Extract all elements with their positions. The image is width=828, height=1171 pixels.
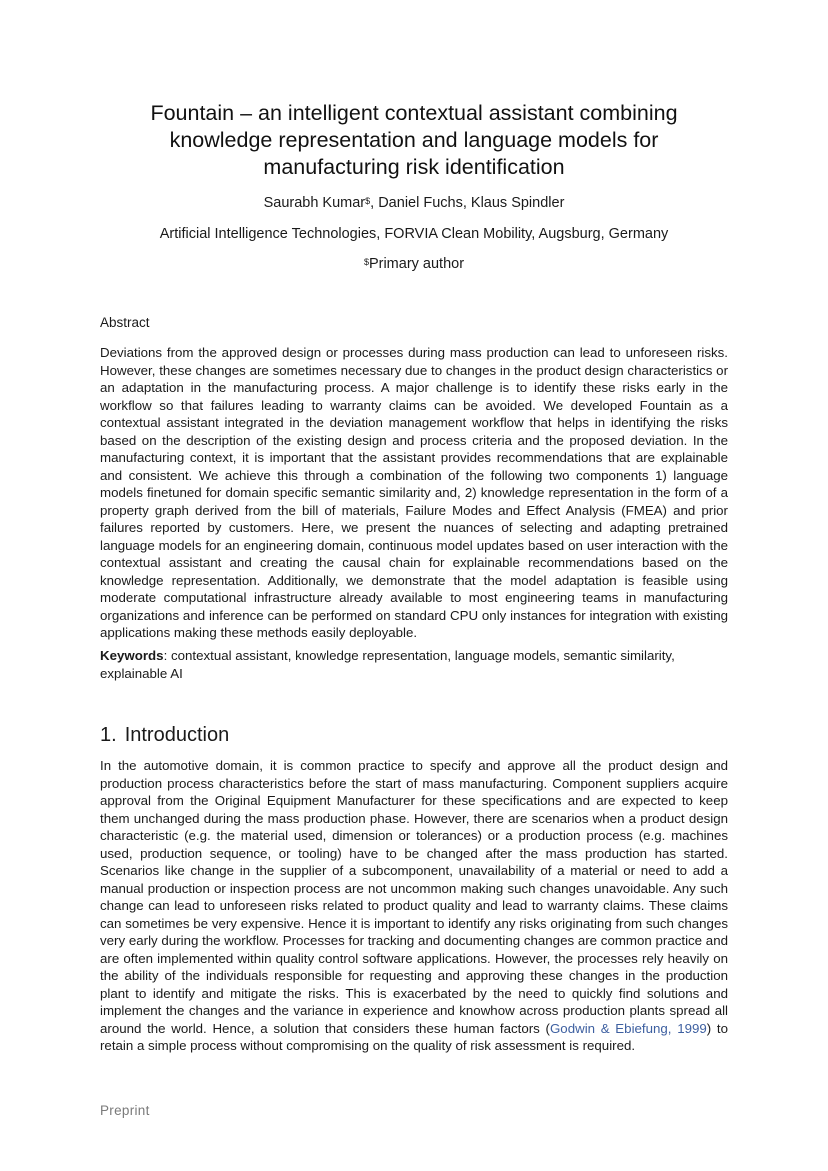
primary-author-mark: $ bbox=[365, 196, 371, 206]
affiliation: Artificial Intelligence Technologies, FORVIA Clean Mobility, Augsburg, Germany bbox=[159, 226, 669, 242]
primary-note-mark: $ bbox=[363, 257, 369, 267]
intro-text-before-citation: In the automotive domain, it is common practice to specify and approve all the product design and production process characteristics before the start of mass manufacturing. Component suppliers acquire approval from the Original Equipment Manufacturer for these specifications and are expected to keep them unchanged during the mass production phase. However, there are scenarios when a product design characteristic (e.g. the material used, dimension or tolerances) or a production process (e.g. machines used, production sequence, or tooling) have to be changed after the mass production has started. Scenarios like change in the supplier of a subcomponent, unavailability of a material or need to add a manual production or inspection process are not uncommon making such changes unavoidable. Any such change can lead to unforeseen risks related to product quality and lead to warranty claims. These claims can sometimes be very expensive. Hence it is important to identify any risks originating from such changes very early during the workflow. Processes for tracking and documenting changes are common practice and are often implemented within quality control software applications. However, the processes rely heavily on the ability of the individuals responsible for requesting and approving these changes in the production plant to identify and mitigate the risks. This is exacerbated by the need to quickly find solutions and implement the changes and the variance in experience and knowhow across production plants spread all around the world. Hence, a solution that considers these human factors ( bbox=[100, 758, 728, 1036]
section-title: Introduction bbox=[124, 724, 230, 746]
primary-note-text: Primary author bbox=[368, 256, 465, 272]
intro-text-after-citation: ) to retain a simple process without compromising on the quality of risk assessment is required. bbox=[100, 1020, 728, 1053]
footer-label: Preprint bbox=[100, 1103, 150, 1118]
abstract-heading: Abstract bbox=[100, 315, 150, 330]
author-list bbox=[100, 193, 728, 213]
keywords-label: Keywords bbox=[100, 648, 164, 663]
section-heading-introduction bbox=[100, 722, 229, 748]
primary-author-note bbox=[100, 254, 728, 274]
abstract-paragraph: Deviations from the approved design or processes during mass production can lead to unforeseen risks. However, these changes are sometimes necessary due to changes in the product design characteristics or an adaptation in the manufacturing process. A major challenge is to identify these risks early in the workflow so that failures leading to warranty claims can be avoided. We developed Fountain as a contextual assistant integrated in the deviation management workflow that helps in identifying the risks based on the description of the existing design and process criteria and the proposed deviation. In the manufacturing context, it is important that the assistant provides recommendations that are explainable and consistent. We achieve this through a combination of the following two components 1) language models finetuned for domain specific semantic similarity and, 2) knowledge representation in the form of a property graph derived from the bill of materials, Failure Modes and Effect Analysis (FMEA) and prior failures reported by customers. Here, we present the nuances of selecting and adapting pretrained language models for an engineering domain, continuous model updates based on user interaction with the contextual assistant and creating the causal chain for explainable recommendations based on the knowledge representation. Additionally, we demonstrate that the model adaptation is feasible using moderate computational infrastructure already available to most engineering teams in manufacturing organizations and inference can be performed on standard CPU only instances for integration with existing applications making these methods easily deployable. bbox=[100, 345, 728, 640]
section-number: 1. bbox=[100, 724, 117, 746]
other-authors: , Daniel Fuchs, Klaus Spindler bbox=[370, 195, 565, 211]
keywords-text: : contextual assistant, knowledge representation, language models, semantic similarity, explainable AI bbox=[100, 648, 675, 681]
keywords-line bbox=[100, 647, 728, 682]
paper-title: Fountain – an intelligent contextual assistant combining knowledge representation and language models for manufacturing risk identification bbox=[150, 101, 678, 179]
citation-link[interactable]: Godwin & Ebiefung, 1999 bbox=[549, 1020, 707, 1036]
first-author: Saurabh Kumar bbox=[263, 195, 366, 211]
introduction-paragraph bbox=[100, 757, 728, 1055]
